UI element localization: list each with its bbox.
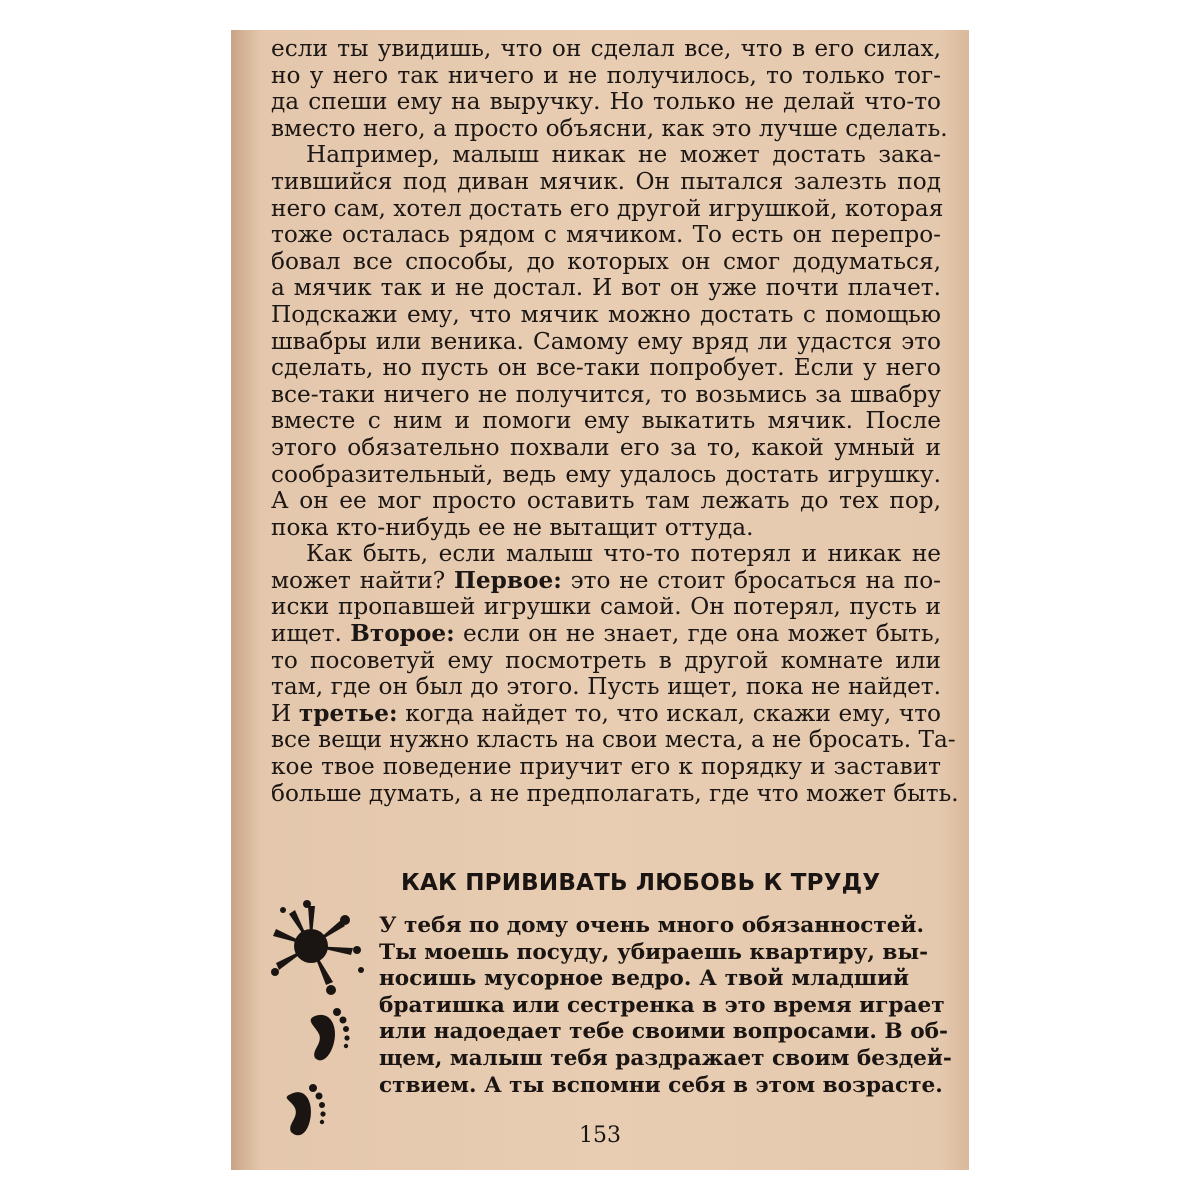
text-line: него сам, хотел достать его другой игрушкой, которая (271, 194, 944, 222)
section-block (231, 868, 969, 1158)
text-line: этого обязательно похвали его за то, какой умный и (271, 433, 941, 461)
text-line (271, 568, 941, 595)
text-line: кое твое поведение приучит его к порядку и заставит (271, 753, 941, 781)
book-page (231, 30, 969, 1170)
text-line: щем, малыш тебя раздражает своим бездей- (379, 1045, 952, 1071)
bold-term: Первое: (454, 566, 562, 594)
text-line: или надоедает тебе своими вопросами. В об- (379, 1019, 948, 1045)
text-line: там, где он был до этого. Пусть ищет, пока не найдет. (271, 673, 941, 701)
text-line: А он ее мог просто оставить там лежать до тех пор, (271, 487, 941, 515)
text-line: но у него так ничего и не получилось, то только тог- (271, 61, 941, 89)
decoration-column (271, 898, 371, 1138)
body-text (271, 35, 959, 807)
bold-term: Второе: (350, 620, 455, 648)
text-line: а мячик так и не достал. И вот он уже почти плачет. (271, 274, 941, 302)
text-line: Подскажи ему, что мячик можно достать с помощью (271, 300, 941, 328)
text-line (271, 701, 941, 728)
text-line: носишь мусорное ведро. А твой младший (379, 966, 909, 992)
text-line: вместе с ним и помоги ему выкатить мячик. После (271, 407, 941, 435)
text-line: швабры или веника. Самому ему вряд ли удастся это (271, 327, 941, 355)
text-line: вместо него, а просто объясни, как это лучше сделать. (271, 114, 948, 142)
text-fragment: И (271, 699, 292, 727)
text-line: да спеши ему на выручку. Но только не делай что-то (271, 88, 941, 116)
text-line: тоже осталась рядом с мячиком. То есть он перепро- (271, 221, 941, 249)
text-line: Как быть, если малыш что-то потерял и никак не (306, 540, 941, 568)
text-line: все-таки ничего не получится, то возьмись за швабру (271, 380, 941, 408)
text-fragment: может найти? (271, 566, 446, 594)
bold-term: третье: (298, 699, 398, 727)
text-line: если ты увидишь, что он сделал все, что в его силах, (271, 35, 941, 62)
text-line: бовал все способы, до которых он смог додуматься, (271, 247, 941, 275)
text-line: все вещи нужно класть на свои места, а не бросать. Та- (271, 726, 956, 754)
text-line: Например, малыш никак не может достать зака- (306, 141, 941, 169)
text-line: ствием. А ты вспомни себя в этом возрасте. (379, 1072, 943, 1098)
text-line: Ты моешь посуду, убираешь квартиру, вы- (379, 939, 929, 965)
footprint-icon (311, 1008, 350, 1060)
section-heading: КАК ПРИВИВАТЬ ЛЮБОВЬ К ТРУДУ (401, 870, 881, 896)
text-fragment: когда найдет то, что искал, скажи ему, что (405, 699, 941, 727)
text-line (271, 621, 941, 648)
ink-splash-icon (271, 900, 364, 995)
page-number: 153 (579, 1123, 621, 1148)
decoration-svg (271, 898, 371, 1138)
text-fragment: это не стоит бросаться на по- (570, 566, 941, 594)
text-fragment: если он не знает, где она может быть, (463, 620, 941, 648)
text-line: сделать, но пусть он все-таки попробует. Если у него (271, 354, 941, 382)
text-fragment: ищет. (271, 620, 342, 648)
text-line: то посоветуй ему посмотреть в другой комнате или (271, 646, 941, 674)
text-line: больше думать, а не предполагать, где что может быть. (271, 779, 959, 807)
text-line: иски пропавшей игрушки самой. Он потерял, пусть и (271, 593, 941, 621)
text-line: братишка или сестренка в это время играет (379, 992, 945, 1018)
text-line: сообразительный, ведь ему удалось достать игрушку. (271, 460, 941, 488)
text-line: тившийся под диван мячик. Он пытался залезть под (271, 167, 941, 195)
text-line: У тебя по дому очень много обязанностей. (379, 913, 925, 938)
section-text (379, 913, 952, 1099)
text-line: пока кто-нибудь ее не вытащит оттуда. (271, 513, 754, 541)
